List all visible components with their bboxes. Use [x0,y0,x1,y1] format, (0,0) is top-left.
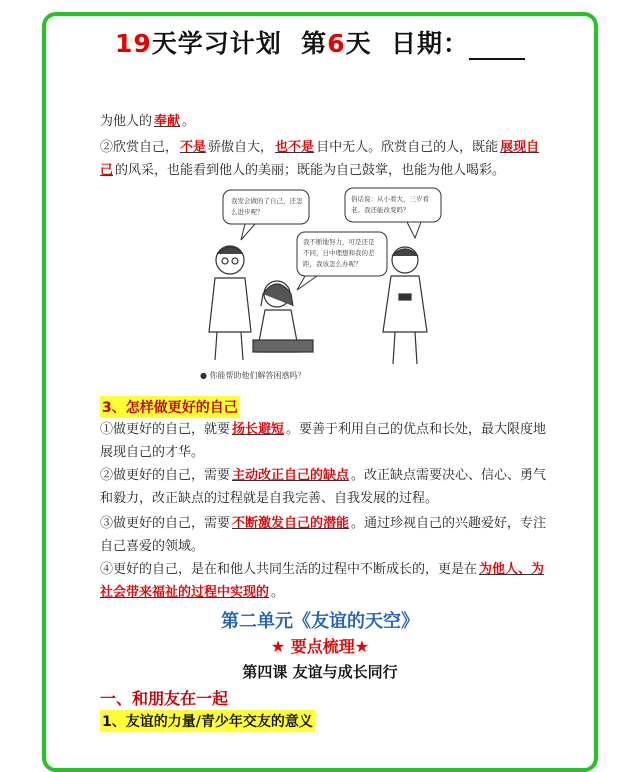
paragraph-dedication: 为他人的 奉献 。 [100,114,196,129]
answer-blank: 奉献 [154,114,181,129]
girl-figure [253,281,313,352]
illustration [195,182,445,382]
subsection-heading: 1、友谊的力量/青少年交友的意义 [100,710,315,732]
boy-figure [383,247,427,364]
bubble-left-line2: 么进步呢？ [231,208,264,216]
answer-blank: 主动改正自己的缺点 [232,468,350,483]
days-text: 天学习计划 [151,29,282,58]
day-label-post: 天 [345,29,372,58]
date-blank [469,36,525,60]
illustration-caption: ● 你能帮助他们解答困惑吗？ [200,371,306,380]
days-number: 19 [114,29,152,58]
day-number: 6 [327,29,346,58]
date-label: 日期： [391,29,470,58]
bubble-middle-line3: 距，我该怎么办呢？ [303,260,362,268]
key-points-title: ★ 要点梳理★ [270,637,370,656]
bubble-right-line1: 俗话说：从小看大，三岁看 [351,195,429,203]
answer-blank: 为他人、为社会带来福祉的过程中实现的 [100,562,545,600]
bubble-middle-line2: 不同，日中理想和我的差 [303,249,375,257]
paragraph-appreciate-self: ②欣赏自己， 不是 骄傲自大， 也不是 目中无人。欣赏自己的人，既能 展现自己 的风采，也能看到他人的美丽；既能为自己鼓掌，也能为他人喝彩。 [100,140,540,178]
answer-blank: 扬长避短 [232,422,285,437]
page-title [0,24,640,60]
bubble-right-line2: 老。我还能改变吗？ [351,206,410,214]
item-4: ④更好的自己，是在和他人共同生活的过程中不断成长的，更是在 为他人、为社会带来福祉的过程中实现的 。 [100,562,545,600]
heading-better-self: 3、怎样做更好的自己 [100,396,240,418]
section-heading: 一、和朋友在一起 [100,689,229,708]
answer-blank: 不断激发自己的潜能 [232,516,350,531]
speech-bubble-left [223,190,309,224]
answer-blank: 不是 [180,140,207,155]
day-label-pre: 第 [301,29,328,58]
item-3: ③做更好的自己，需要 不断激发自己的潜能 。通过珍视自己的兴趣爱好，专注自己喜爱的领域。 [100,516,547,554]
boy-with-glasses-figure [209,246,251,360]
answer-blank: 也不是 [275,140,315,155]
lesson-title: 第四课 友谊与成长同行 [242,663,398,681]
unit-title: 第二单元《友谊的天空》 [221,611,419,632]
bubble-left-line1: 我发会做的了自己，还怎 [231,197,303,205]
answer-blank: 展现自己 [100,140,540,178]
speech-bubble-right [345,188,441,222]
item-1: ①做更好的自己，就要 扬长避短 。要善于利用自己的优点和长处，最大限度地展现自己的才华。 [100,422,547,460]
item-2: ②做更好的自己，需要 主动改正自己的缺点 。改正缺点需要决心、信心、勇气和毅力，改正缺点的过程就是自我完善、自我发展的过程。 [100,468,547,506]
bubble-middle-line1: 我不断地努力，可是还是 [303,238,375,246]
